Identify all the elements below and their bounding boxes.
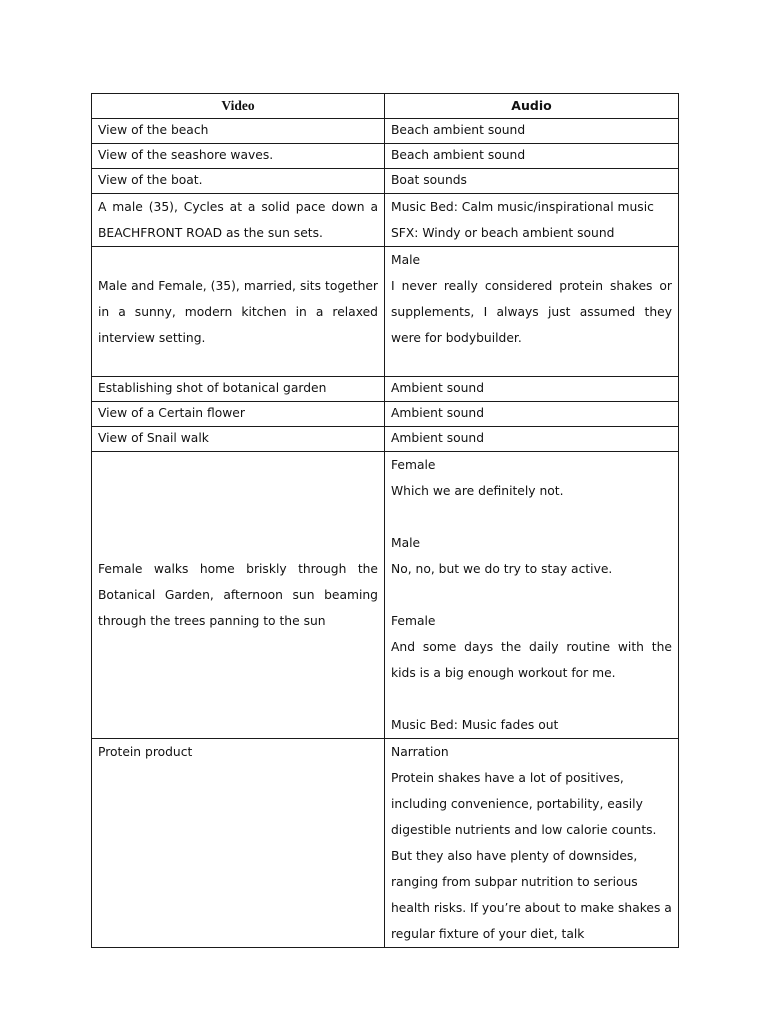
audio-line: Boat sounds — [391, 173, 467, 187]
audio-cell — [385, 144, 679, 169]
audio-line: Beach ambient sound — [391, 148, 526, 162]
audio-column-header: Audio — [385, 94, 679, 119]
audio-speaker: Female — [391, 458, 436, 472]
audio-cell — [385, 247, 679, 377]
video-cell: View of Snail walk — [92, 427, 385, 452]
audio-line: Ambient sound — [391, 406, 485, 420]
video-cell: Protein product — [92, 739, 385, 948]
video-cell: View of the seashore waves. — [92, 144, 385, 169]
audio-cell — [385, 377, 679, 402]
audio-cell — [385, 739, 679, 948]
video-cell: Establishing shot of botanical garden — [92, 377, 385, 402]
video-cell: A male (35), Cycles at a solid pace down a BEACHFRONT ROAD as the sun sets. — [92, 194, 385, 247]
video-cell: View of the boat. — [92, 169, 385, 194]
audio-cell — [385, 194, 679, 247]
video-cell: Male and Female, (35), married, sits together in a sunny, modern kitchen in a relaxed interview setting. — [92, 247, 385, 377]
table-row — [92, 194, 679, 247]
audio-speaker: Male — [391, 253, 421, 267]
audio-line: Music Bed: Music fades out — [391, 718, 559, 732]
table-row — [92, 739, 679, 948]
audio-line: Beach ambient sound — [391, 123, 526, 137]
audio-line: Protein shakes have a lot of positives, including convenience, portability, easily digestible nutrients and low calorie counts. But they also have plenty of downsides, ranging from subpar nutrition to serious health risks. If you’re about to make shakes a regular fixture of your diet, talk — [391, 771, 672, 941]
table-row — [92, 427, 679, 452]
audio-speaker: Female — [391, 614, 436, 628]
audio-line: Which we are definitely not. — [391, 484, 564, 498]
video-cell: Female walks home briskly through the Botanical Garden, afternoon sun beaming through the trees panning to the sun — [92, 452, 385, 739]
table-row — [92, 144, 679, 169]
audio-line: I never really considered protein shakes or supplements, I always just assumed they were for bodybuilder. — [391, 279, 672, 345]
audio-line: Ambient sound — [391, 381, 485, 395]
table-row — [92, 247, 679, 377]
table-row — [92, 119, 679, 144]
header-row — [92, 94, 679, 119]
table-row — [92, 377, 679, 402]
audio-line: SFX: Windy or beach ambient sound — [391, 226, 615, 240]
audio-line: Ambient sound — [391, 431, 485, 445]
audio-line: And some days the daily routine with the kids is a big enough workout for me. — [391, 640, 672, 680]
table-row — [92, 452, 679, 739]
audio-line: No, no, but we do try to stay active. — [391, 562, 613, 576]
video-cell: View of the beach — [92, 119, 385, 144]
script-table — [91, 93, 679, 948]
table-row — [92, 169, 679, 194]
audio-line: Music Bed: Calm music/inspirational music — [391, 200, 654, 214]
audio-cell — [385, 452, 679, 739]
audio-speaker: Narration — [391, 745, 449, 759]
table-row — [92, 402, 679, 427]
audio-cell — [385, 402, 679, 427]
video-column-header: Video — [92, 94, 385, 119]
audio-cell — [385, 427, 679, 452]
audio-speaker: Male — [391, 536, 421, 550]
video-cell: View of a Certain flower — [92, 402, 385, 427]
audio-cell — [385, 119, 679, 144]
audio-cell — [385, 169, 679, 194]
